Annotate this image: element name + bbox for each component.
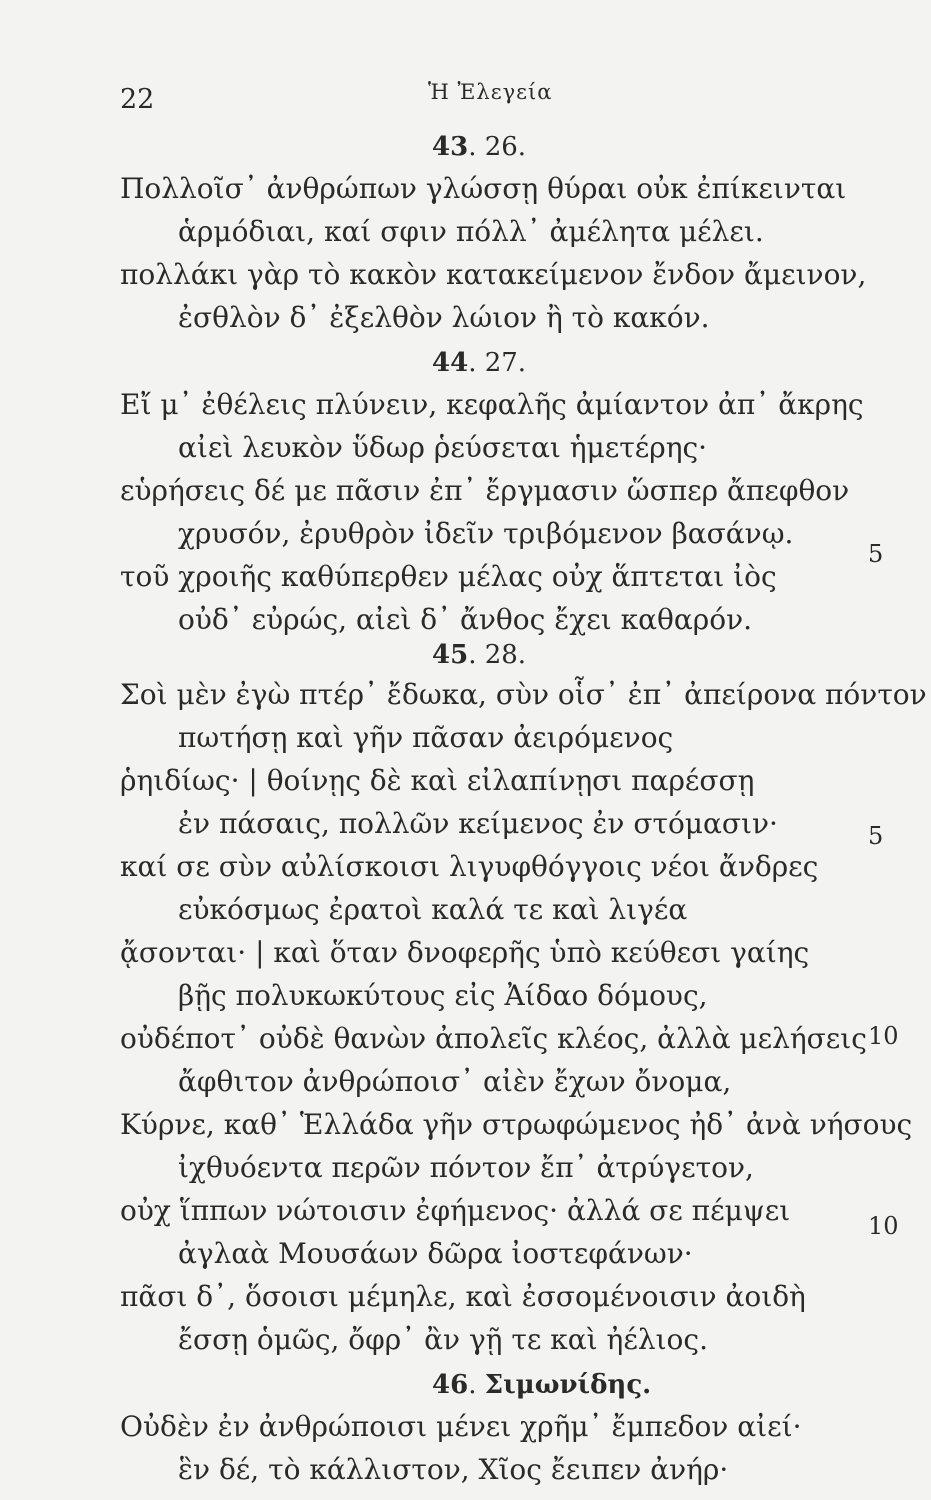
verse-line: ἐσθλὸν δ᾽ ἐξελθὸν λώιον ἢ τὸ κακόν. <box>178 301 710 334</box>
verse-line: Εἴ μ᾽ ἐθέλεις πλύνειν, κεφαλῆς ἀμίαντον ἀπ᾽ ἄκρης <box>120 388 864 421</box>
line-number: 5 <box>868 540 884 568</box>
verse-line: ἄφθιτον ἀνθρώποισ᾽ αἰὲν ἔχων ὄνομα, <box>178 1065 732 1098</box>
page-number: 22 <box>120 84 155 115</box>
verse-line: πᾶσι δ᾽, ὅσοισι μέμηλε, καὶ ἐσσομένοισιν ἀοιδὴ <box>120 1280 806 1313</box>
verse-line: Πολλοῖσ᾽ ἀνθρώπων γλώσσῃ θύραι οὐκ ἐπίκεινται <box>120 172 847 205</box>
verse-line: τοῦ χροιῆς καθύπερθεν μέλας οὐχ ἅπτεται ἰὸς <box>120 560 777 593</box>
section-heading-44: 44. 27. <box>432 348 527 378</box>
verse-line: οὐχ ἵππων νώτοισιν ἐφήμενος· ἀλλά σε πέμψει <box>120 1194 791 1227</box>
verse-line: ἁρμόδιαι, καί σφιν πόλλ᾽ ἀμέλητα μέλει. <box>178 215 764 248</box>
verse-line: αἰεὶ λευκὸν ὕδωρ ῥεύσεται ἡμετέρης· <box>178 431 708 464</box>
line-number: 10 <box>868 1212 899 1240</box>
line-number: 5 <box>868 822 884 850</box>
verse-line: χρυσόν, ἐρυθρὸν ἰδεῖν τριβόμενον βασάνῳ. <box>178 517 794 550</box>
running-title: Ἡ Ἐλεγεία <box>428 80 553 104</box>
section-heading-43: 43. 26. <box>432 132 527 162</box>
verse-line: πωτήσῃ καὶ γῆν πᾶσαν ἀειρόμενος <box>178 721 674 754</box>
verse-line: πολλάκι γὰρ τὸ κακὸν κατακείμενον ἔνδον ἄμεινον, <box>120 258 867 291</box>
verse-line: ἓν δέ, τὸ κάλλιστον, Χῖος ἔειπεν ἀνήρ· <box>178 1453 729 1486</box>
verse-line: ἀγλαὰ Μουσάων δῶρα ἰοστεφάνων· <box>178 1237 693 1270</box>
verse-line: ῥηιδίως· | θοίνῃς δὲ καὶ εἰλαπίνῃσι παρέσσῃ <box>120 764 755 797</box>
verse-line: βῇς πολυκωκύτους εἰς Ἀίδαο δόμους, <box>178 979 708 1012</box>
verse-line: οὐδ᾽ εὐρώς, αἰεὶ δ᾽ ἄνθος ἔχει καθαρόν. <box>178 603 752 636</box>
verse-line: ᾄσονται· | καὶ ὅταν δνοφερῆς ὑπὸ κεύθεσι γαίης <box>120 936 810 969</box>
verse-line: καί σε σὺν αὐλίσκοισι λιγυφθόγγοις νέοι ἄνδρες <box>120 850 819 883</box>
verse-line: ἔσσῃ ὁμῶς, ὄφρ᾽ ἂν γῇ τε καὶ ἠέλιος. <box>178 1323 708 1356</box>
line-number: 10 <box>868 1022 899 1050</box>
verse-line: ἐν πάσαις, πολλῶν κείμενος ἐν στόμασιν· <box>178 807 778 840</box>
verse-line: Οὐδὲν ἐν ἀνθρώποισι μένει χρῆμ᾽ ἔμπεδον αἰεί· <box>120 1410 802 1443</box>
verse-line: εὐκόσμως ἐρατοὶ καλά τε καὶ λιγέα <box>178 893 688 926</box>
section-heading-46: 46. Σιμωνίδης. <box>432 1370 652 1400</box>
verse-line: Κύρνε, καθ᾽ Ἑλλάδα γῆν στρωφώμενος ἠδ᾽ ἀνὰ νήσους <box>120 1108 913 1141</box>
section-heading-45: 45. 28. <box>432 640 527 670</box>
verse-line: ἰχθυόεντα περῶν πόντον ἔπ᾽ ἀτρύγετον, <box>178 1151 754 1184</box>
verse-line: εὑρήσεις δέ με πᾶσιν ἐπ᾽ ἔργμασιν ὥσπερ ἄπεφθον <box>120 474 850 507</box>
verse-line: Σοὶ μὲν ἐγὼ πτέρ᾽ ἔδωκα, σὺν οἷσ᾽ ἐπ᾽ ἀπείρονα πόντον <box>120 678 927 711</box>
verse-line: οὐδέποτ᾽ οὐδὲ θανὼν ἀπολεῖς κλέος, ἀλλὰ μελήσεις <box>120 1022 867 1055</box>
